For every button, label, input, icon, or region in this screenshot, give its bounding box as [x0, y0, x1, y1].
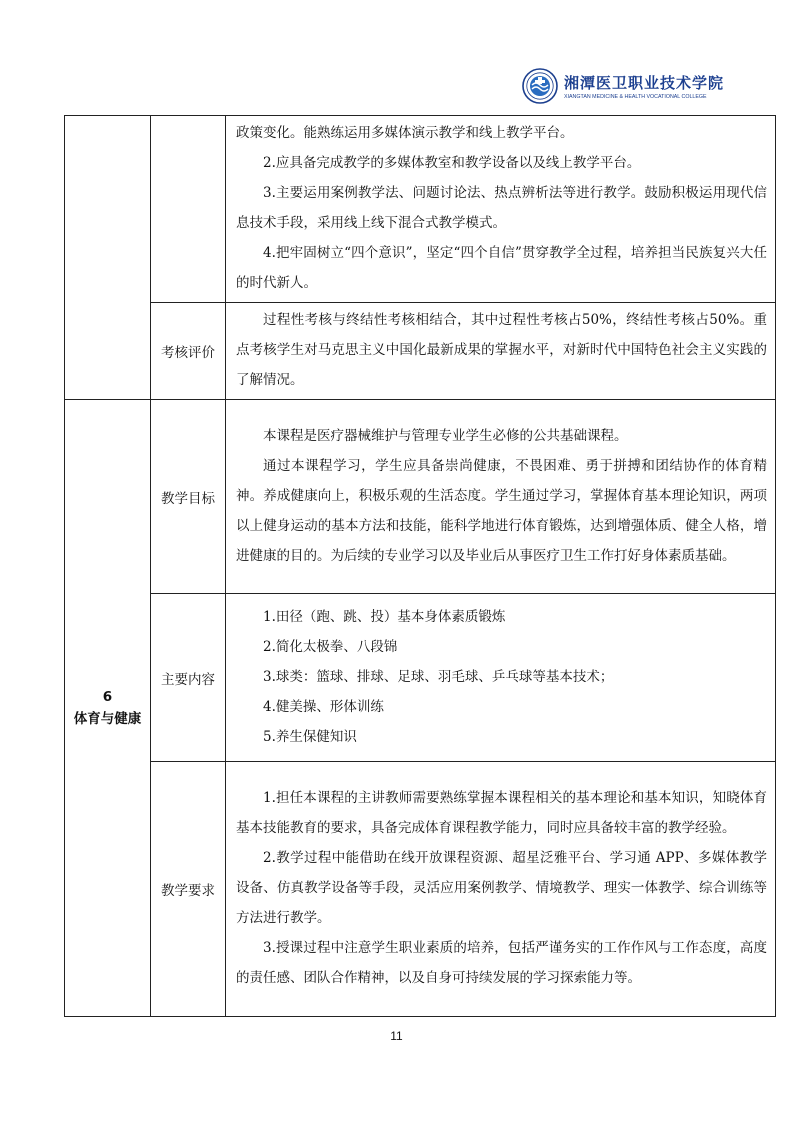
table-row — [65, 400, 776, 594]
page-number: 11 — [390, 1029, 403, 1043]
logo-english-name: XIANGTAN MEDICINE & HEALTH VOCATIONAL COLLEGE — [564, 94, 707, 100]
paragraph: 通过本课程学习，学生应具备崇尚健康，不畏困难、勇于拼搏和团结协作的体育精神。养成健康向上，积极乐观的生活态度。学生通过学习，掌握体育基本理论知识，两项以上健身运动的基本方法和技能，能科学地进行体育锻炼，达到增强体质、健全人格，增进健康的目的。为后续的专业学习以及毕业后从事医疗卫生工作打好身体素质基础。 — [236, 457, 767, 564]
paragraph: 3.授课过程中注意学生职业素质的培养，包括严谨务实的工作作风与工作态度，高度的责任感、团队合作精神，以及自身可持续发展的学习探索能力等。 — [236, 940, 767, 986]
college-emblem-icon — [522, 68, 558, 104]
paragraph: 过程性考核与终结性考核相结合，其中过程性考核占50%，终结性考核占50%。重点考核学生对马克思主义中国化最新成果的掌握水平，对新时代中国特色社会主义实践的了解情况。 — [236, 312, 767, 388]
paragraph: 1.担任本课程的主讲教师需要熟练掌握本课程相关的基本理论和基本知识，知晓体育基本技能教育的要求，具备完成体育课程教学能力，同时应具备较丰富的教学经验。 — [236, 790, 767, 836]
paragraph: 3.主要运用案例教学法、问题讨论法、热点辨析法等进行教学。鼓励积极运用现代信息技术手段，采用线上线下混合式教学模式。 — [236, 185, 767, 231]
prev-requirements-label-cell — [151, 116, 226, 303]
assessment-label: 考核评价 — [151, 303, 226, 400]
table-row — [65, 762, 776, 1017]
goals-cell — [226, 400, 776, 594]
content-label: 主要内容 — [151, 594, 226, 762]
college-logo — [522, 64, 725, 108]
prev-requirements-cell — [226, 116, 776, 303]
list-item: 2.简化太极拳、八段锦 — [263, 638, 398, 655]
paragraph: 本课程是医疗器械维护与管理专业学生必修的公共基础课程。 — [263, 427, 628, 444]
paragraph: 2.教学过程中能借助在线开放课程资源、超星泛雅平台、学习通 APP、多媒体教学设备、仿真教学设备等手段，灵活应用案例教学、情境教学、理实一体教学、综合训练等方法进行教学。 — [236, 850, 767, 926]
list-item: 1.田径（跑、跳、投）基本身体素质锻炼 — [263, 608, 506, 625]
goals-label: 教学目标 — [151, 400, 226, 594]
table-row — [65, 594, 776, 762]
prev-course-cell — [65, 116, 151, 400]
paragraph: 政策变化。能熟练运用多媒体演示教学和线上教学平台。 — [236, 125, 574, 141]
table-row — [65, 116, 776, 303]
content-cell — [226, 594, 776, 762]
paragraph: 4.把牢固树立“四个意识”，坚定“四个自信”贯穿教学全过程，培养担当民族复兴大任的时代新人。 — [236, 245, 767, 291]
requirements-cell — [226, 762, 776, 1017]
course-table — [64, 115, 776, 1017]
assessment-cell — [226, 303, 776, 400]
paragraph: 2.应具备完成教学的多媒体教室和教学设备以及线上教学平台。 — [263, 155, 641, 171]
list-item: 5.养生保健知识 — [263, 728, 357, 745]
list-item: 3.球类：篮球、排球、足球、羽毛球、乒乓球等基本技术； — [263, 668, 614, 685]
table-row — [65, 303, 776, 400]
logo-chinese-name: 湘潭医卫职业技术学院 — [564, 74, 725, 92]
course-number: 6 — [102, 689, 113, 705]
requirements-label: 教学要求 — [151, 762, 226, 1017]
course-id-cell — [65, 400, 151, 1017]
course-name: 体育与健康 — [73, 711, 142, 727]
list-item: 4.健美操、形体训练 — [263, 698, 384, 715]
